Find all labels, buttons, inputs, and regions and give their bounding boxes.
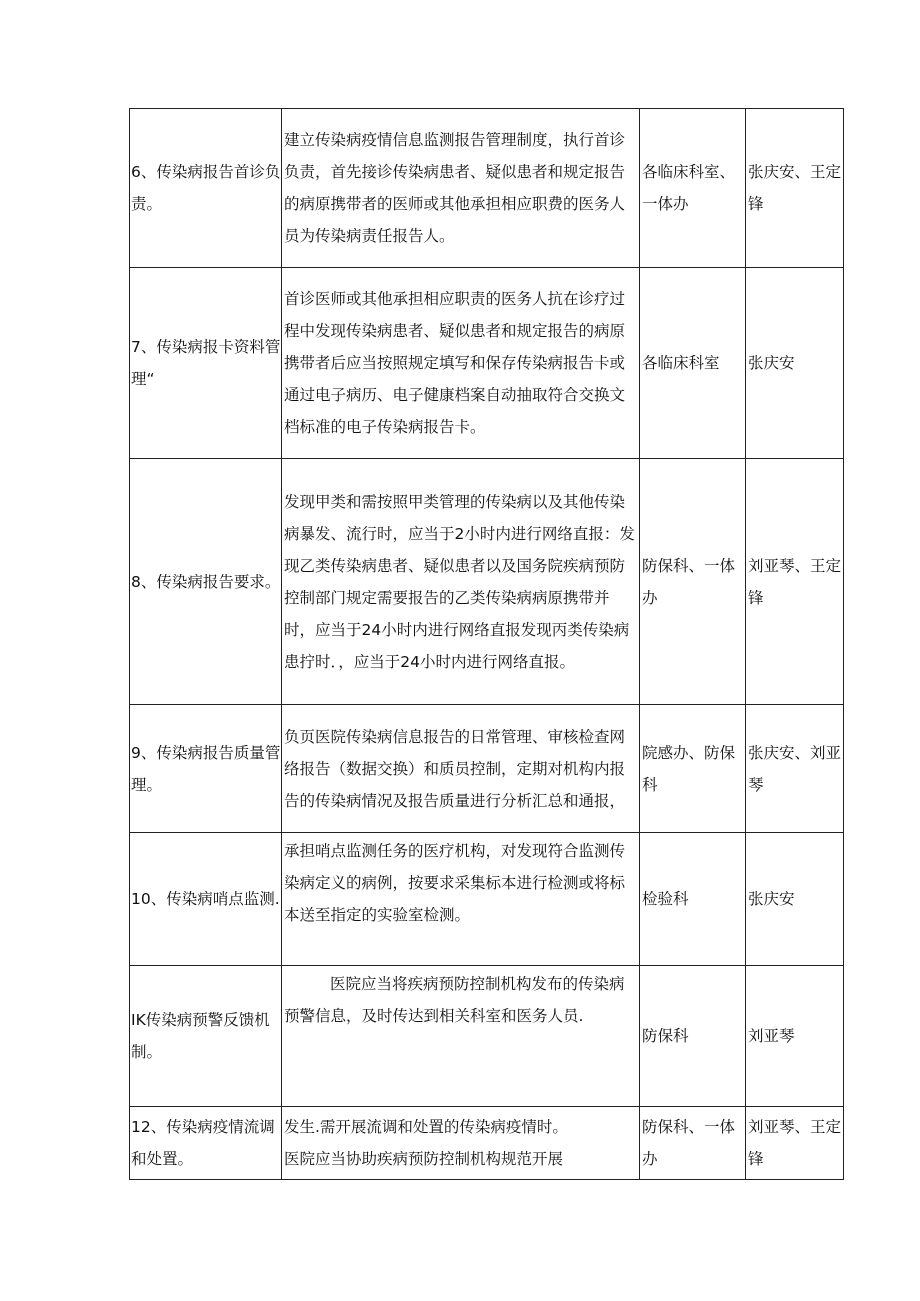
- department-text: 防保科、一体办: [642, 556, 736, 607]
- table-row: [130, 268, 844, 459]
- item-cell: [130, 833, 282, 966]
- responsible-person-cell: [746, 966, 844, 1107]
- table-row: [130, 966, 844, 1107]
- description-cell: [282, 966, 640, 1107]
- department-cell: [640, 705, 746, 833]
- responsibility-table: [129, 108, 844, 1180]
- responsible-person-text: 刘亚琴: [748, 1027, 795, 1045]
- department-cell: [640, 268, 746, 459]
- department-cell: [640, 1107, 746, 1180]
- table-row: [130, 459, 844, 705]
- description-text: 发现甲类和需按照甲类管理的传染病以及其他传染病暴发、流行时，应当于2小时内进行网络直报：发现乙类传染病患者、疑似患者以及国务院疾病预防控制部门规定需要报告的乙类传染病病原携带并时，应当于24小时内进行网络直报发现丙类传染病患拧时．，应当于24小时内进行网络直报。: [284, 492, 635, 671]
- responsible-person-cell: [746, 1107, 844, 1180]
- item-cell: [130, 109, 282, 268]
- table-row: [130, 705, 844, 833]
- description-text: 医院应当将疾病预防控制机构发布的传染病预警信息，及时传达到相关科室和医务人员.: [284, 975, 625, 1025]
- department-cell: [640, 459, 746, 705]
- description-cell: [282, 459, 640, 705]
- department-cell: [640, 833, 746, 966]
- department-text: 各临床科室: [642, 354, 720, 372]
- item-cell: [130, 1107, 282, 1180]
- responsible-person-text: 张庆安、刘亚琴: [748, 743, 842, 794]
- responsible-person-cell: [746, 705, 844, 833]
- description-cell: [282, 109, 640, 268]
- item-cell: [130, 966, 282, 1107]
- responsible-person-text: 刘亚琴、王定锋: [748, 1118, 842, 1168]
- description-cell: [282, 705, 640, 833]
- department-text: 检验科: [642, 890, 689, 908]
- department-text: 各临床科室、一体办: [642, 163, 736, 213]
- responsible-person-cell: [746, 459, 844, 705]
- item-text: 10、传染病哨点监测.: [131, 890, 280, 908]
- description-text: 负页医院传染病信息报告的日常管理、审核检查网络报告（数据交换）和质员控制，定期对机构内报告的传染病情况及报告质量进行分析汇总和通报，: [284, 727, 626, 810]
- responsible-person-cell: [746, 833, 844, 966]
- item-cell: [130, 459, 282, 705]
- table-row: [130, 1107, 844, 1180]
- responsible-person-text: 张庆安: [748, 354, 795, 372]
- description-cell: [282, 1107, 640, 1180]
- table-row: [130, 109, 844, 268]
- description-text: 承担哨点监测任务的医疗机构，对发现符合监测传染病定义的病例，按要求采集标本进行检测或将标本送至指定的实验室检测。: [284, 842, 626, 924]
- description-text: 首诊医师或其他承担相应职责的医务人抗在诊疗过程中发现传染病患者、疑似患者和规定报告的病原携带者后应当按照规定填写和保存传染病报告卡或通过电子病历、电子健康档案自动抽取符合交换文档标准的电子传染病报告卡。: [284, 290, 626, 436]
- department-cell: [640, 109, 746, 268]
- description-text: 建立传染病疫情信息监测报告管理制度，执行首诊负责，首先接诊传染病患者、疑似患者和规定报告的病原携带者的医师或其他承担相应职费的医务人员为传染病责任报告人。: [284, 131, 626, 245]
- description-line: 发生.需开展流调和处置的传染病疫情时。: [284, 1118, 568, 1136]
- responsible-person-text: 刘亚琴、王定锋: [748, 556, 842, 607]
- description-line: 医院应当协助疾病预防控制机构规范开展: [284, 1150, 564, 1168]
- department-text: 防保科: [642, 1027, 689, 1045]
- item-cell: [130, 268, 282, 459]
- item-cell: [130, 705, 282, 833]
- item-text: 7、传染病报卡资料管理“: [131, 338, 281, 388]
- responsible-person-cell: [746, 268, 844, 459]
- description-cell: [282, 833, 640, 966]
- item-text: 9、传染病报告质量管理。: [131, 743, 281, 794]
- department-text: 防保科、一体办: [642, 1118, 736, 1168]
- item-text: 8、传染病报告要求。: [131, 572, 281, 591]
- table-row: [130, 833, 844, 966]
- responsible-person-text: 张庆安: [748, 890, 795, 908]
- item-text: IK传染病预警反馈机制。: [131, 1011, 270, 1061]
- item-text: 12、传染病疫情流调和处置。: [131, 1118, 275, 1168]
- responsible-person-text: 张庆安、王定锋: [748, 163, 842, 213]
- department-text: 院感办、防保科: [642, 743, 736, 794]
- description-cell: [282, 268, 640, 459]
- responsible-person-cell: [746, 109, 844, 268]
- item-text: 6、传染病报告首诊负责。: [131, 163, 281, 213]
- department-cell: [640, 966, 746, 1107]
